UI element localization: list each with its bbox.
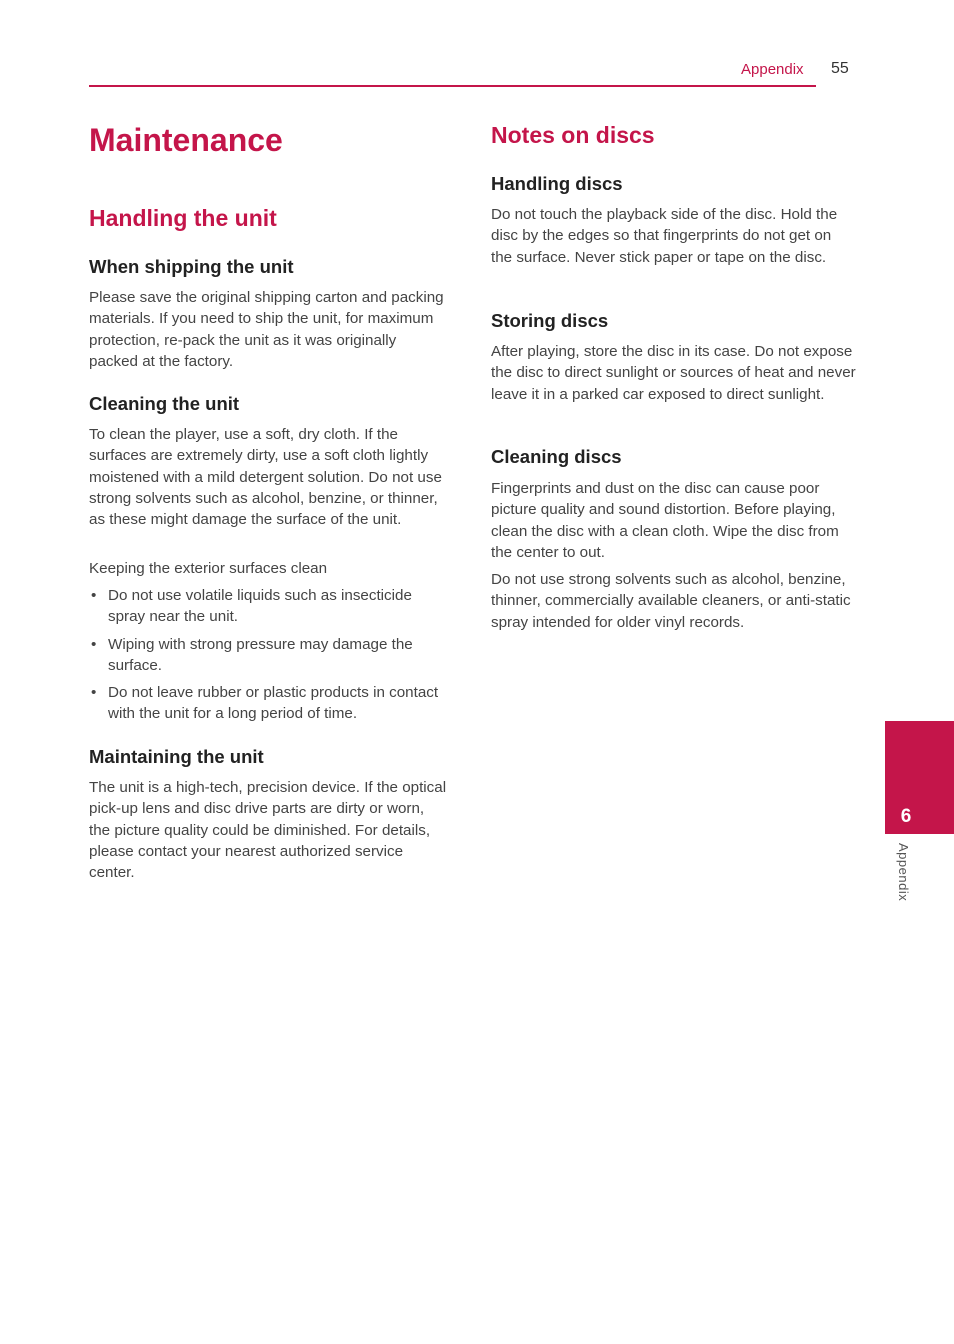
- section-heading-handling-unit: Handling the unit: [89, 205, 277, 231]
- chapter-tab-label: Appendix: [896, 843, 911, 902]
- paragraph-cleaning-unit: To clean the player, use a soft, dry cloth. If the surfaces are extremely dirty, use a soft cloth lightly moistened with a mild detergent solution. Do not use strong solvents such as alcohol, benzine, or thinner, as these might damage the surface of the unit.: [89, 426, 442, 529]
- bullet-dot-icon: •: [91, 635, 97, 653]
- chapter-number: 6: [900, 806, 912, 827]
- bullet-dot-icon: •: [91, 684, 97, 702]
- header-section-label: Appendix: [741, 61, 804, 78]
- paragraph-solvents: Do not use strong solvents such as alcohol, benzine, thinner, commercially available cleaners, or anti-static spray intended for older vinyl records.: [491, 571, 851, 631]
- section-heading-notes-on-discs: Notes on discs: [491, 122, 655, 148]
- bullet-dot-icon: •: [91, 587, 97, 604]
- paragraph-exterior-clean: Keeping the exterior surfaces clean: [89, 560, 328, 577]
- chapter-tab[interactable]: [885, 721, 954, 834]
- bullet-list-exterior: [89, 585, 449, 731]
- subheading-shipping: When shipping the unit: [89, 256, 294, 277]
- page-title: Maintenance: [89, 122, 283, 158]
- bullet-text: Wiping with strong pressure may damage the surface.: [108, 635, 413, 674]
- bullet-item: [89, 585, 430, 628]
- bullet-text: Do not leave rubber or plastic products in contact with the unit for a long period of time.: [108, 684, 439, 723]
- subheading-storing-discs: Storing discs: [491, 310, 609, 331]
- paragraph-maintaining: The unit is a high-tech, precision device. If the optical pick-up lens and disc drive parts are dirty or worn, the picture quality could be diminished. For details, please contact your nearest authorized service center.: [89, 779, 447, 882]
- bullet-item: [89, 682, 446, 725]
- subheading-maintaining: Maintaining the unit: [89, 746, 264, 767]
- subheading-cleaning-unit: Cleaning the unit: [89, 393, 240, 414]
- paragraph-shipping: Please save the original shipping carton and packing materials. If you need to ship the unit, for maximum protection, re-pack the unit as it was originally packed at the factory.: [89, 289, 444, 370]
- subheading-cleaning-discs: Cleaning discs: [491, 446, 622, 467]
- subheading-handling-discs: Handling discs: [491, 173, 623, 194]
- header-divider: [89, 85, 816, 87]
- bullet-text: Do not use volatile liquids such as insecticide spray near the unit.: [108, 587, 412, 626]
- bullet-item: [89, 634, 430, 677]
- paragraph-cleaning-discs: Fingerprints and dust on the disc can cause poor picture quality and sound distortion. Before playing, clean the disc with a clean cloth. Wipe the disc from the center to out.: [491, 480, 839, 561]
- paragraph-storing-discs: After playing, store the disc in its case. Do not expose the disc to direct sunlight or sources of heat and never leave it in a parked car exposed to direct sunlight.: [491, 343, 856, 403]
- paragraph-handling-discs: Do not touch the playback side of the disc. Hold the disc by the edges so that fingerprints do not get on the surface. Never stick paper or tape on the disc.: [491, 206, 838, 266]
- page-number: 55: [831, 60, 849, 77]
